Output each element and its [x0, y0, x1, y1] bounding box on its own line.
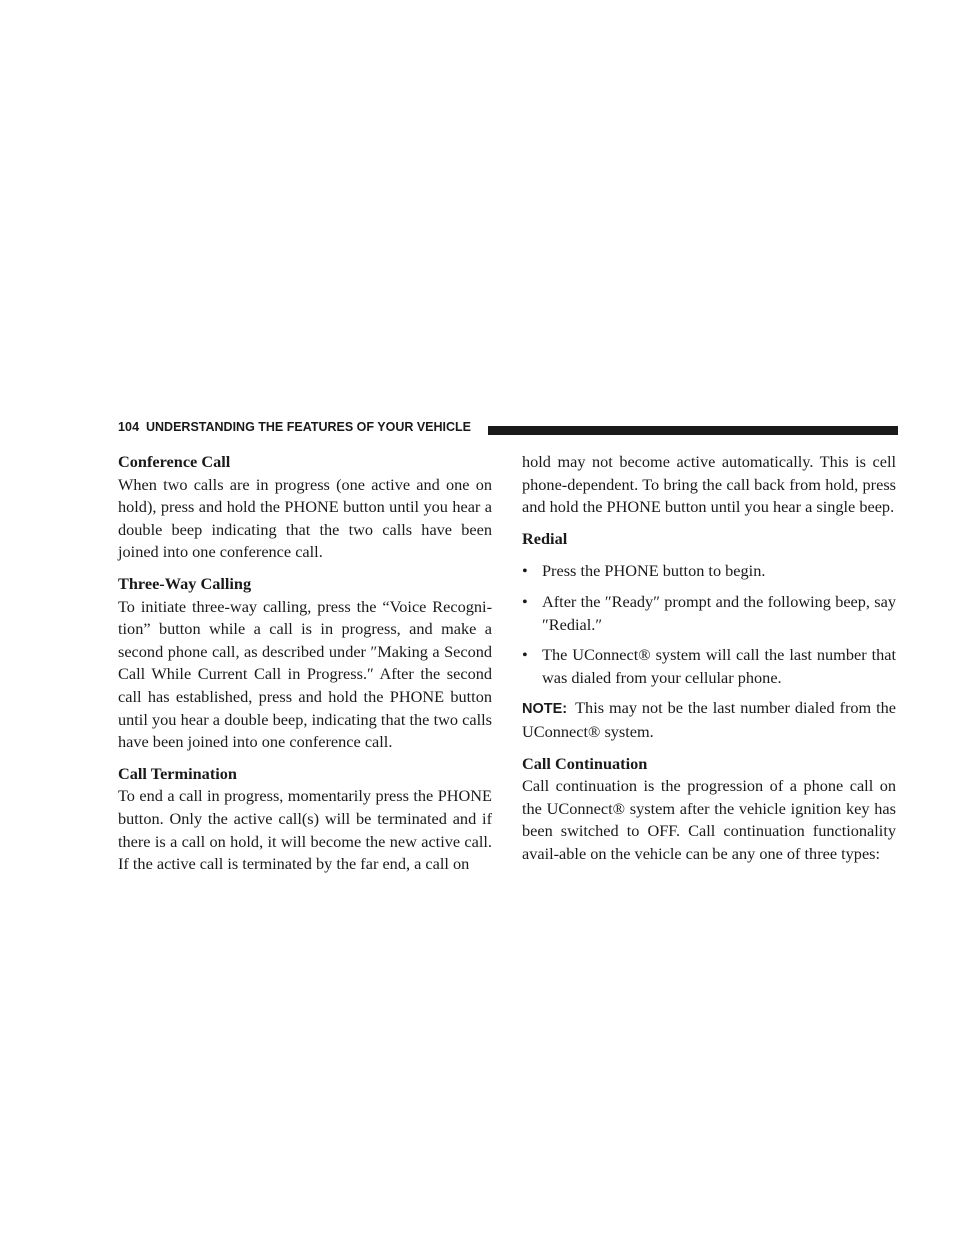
call-continuation-heading: Call Continuation	[522, 753, 648, 773]
list-item	[522, 591, 896, 636]
header-rule	[488, 426, 898, 435]
bullet-icon: •	[522, 591, 528, 611]
page-number: 104	[118, 420, 140, 434]
page-header	[118, 418, 898, 438]
section-continued-text	[522, 451, 896, 519]
bullet-icon: •	[522, 561, 528, 581]
list-item-text: The UConnect® system will call the last number that was dialed from your cellular phone.	[542, 645, 896, 687]
section-call-termination	[118, 763, 492, 876]
continued-paragraph: hold may not become active automatically. This is cell phone-dependent. To bring the call back from hold, press and hold the PHONE button until you hear a single beep.	[522, 452, 896, 517]
list-item-text: After the ″Ready″ prompt and the following beep, say ″Redial.″	[542, 591, 896, 634]
call-continuation-body: Call continuation is the progression of a phone call on the UConnect® system after the vehicle ignition key has been switched to OFF. Call continuation functionality avail-able on the vehicle can be any one of three types:	[522, 776, 896, 863]
chapter-title: UNDERSTANDING THE FEATURES OF YOUR VEHICLE	[146, 420, 472, 434]
list-item-text: Press the PHONE button to begin.	[542, 561, 766, 581]
note-text: This may not be the last number dialed from the UConnect® system.	[522, 698, 896, 741]
redial-list	[522, 560, 896, 689]
bullet-icon: •	[522, 645, 528, 665]
conference-call-heading: Conference Call	[118, 452, 231, 471]
call-termination-heading: Call Termination	[118, 763, 237, 783]
conference-call-body: When two calls are in progress (one active and one on hold), press and hold the PHONE button until you hear a double beep indicating that the two calls have been joined into one conference call.	[118, 474, 492, 562]
note-label: NOTE:	[522, 701, 568, 718]
section-call-continuation	[522, 753, 896, 866]
section-conference-call	[118, 451, 492, 564]
three-way-calling-heading: Three-Way Calling	[118, 573, 252, 593]
section-three-way-calling	[118, 573, 492, 754]
redial-heading: Redial	[522, 528, 568, 548]
three-way-calling-body: To initiate three-way calling, press the “Voice Recogni-tion” button while a call is in progress, and make a second phone call, as described under ″Making a Second Call While Current Call in Progress.″ After the second call has established, press and hold the PHONE button until you hear a double beep, indicating that the two calls have been joined into one conference call.	[118, 596, 492, 752]
left-column	[118, 451, 492, 885]
list-item	[522, 644, 896, 689]
note-paragraph	[522, 697, 896, 743]
list-item	[522, 560, 896, 583]
right-column	[522, 451, 896, 875]
call-termination-body: To end a call in progress, momentarily press the PHONE button. Only the active call(s) will be terminated and if there is a call on hold, it will become the new active call. If the active call is terminated by the far end, a call on	[118, 786, 492, 874]
